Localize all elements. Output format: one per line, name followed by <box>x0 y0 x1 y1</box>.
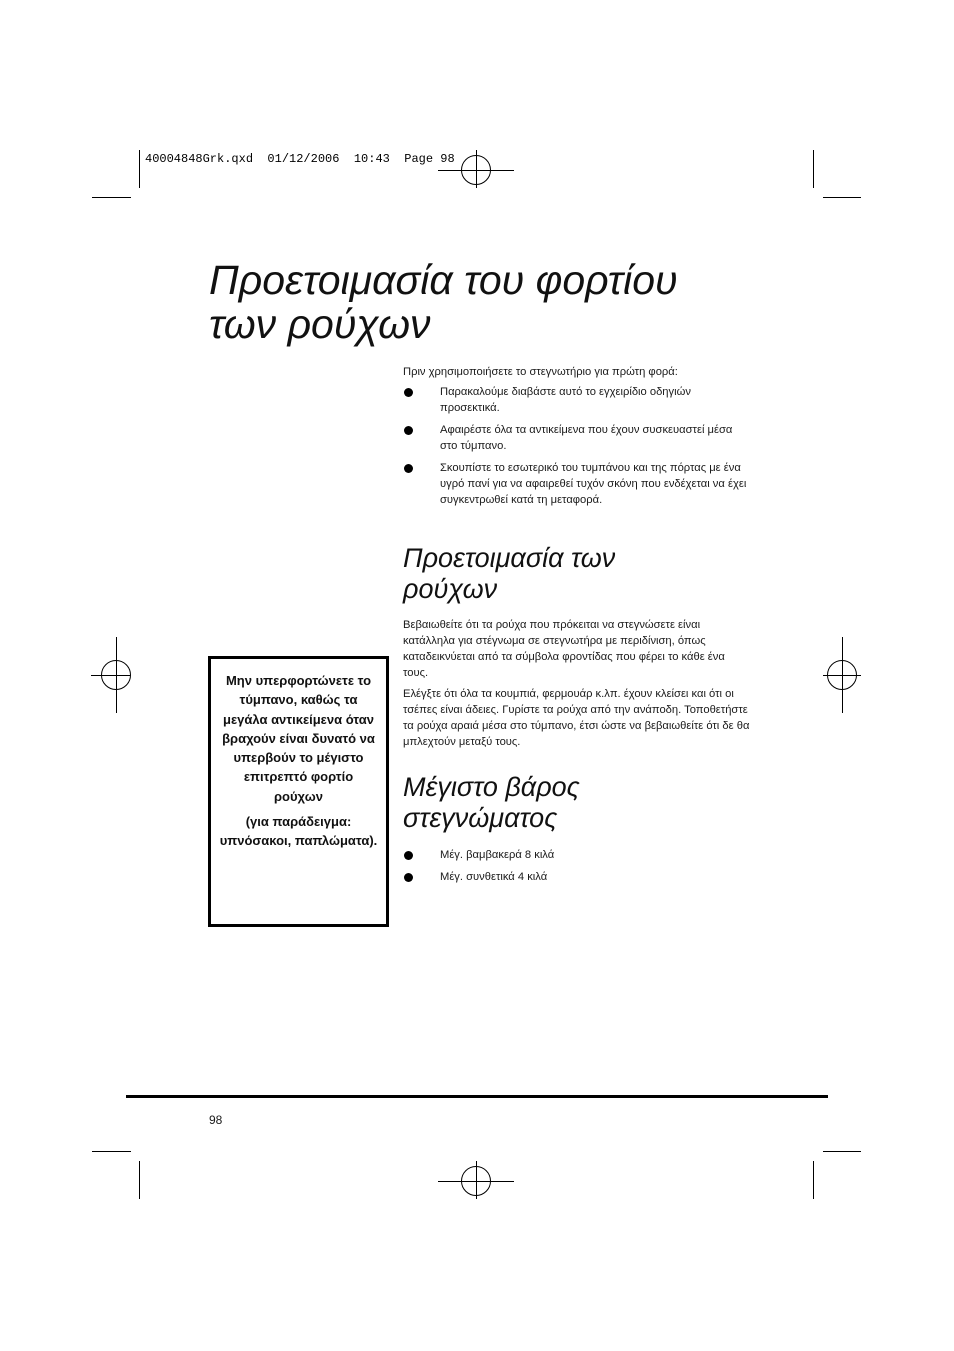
list-item-text: Μέγ. βαμβακερά 8 κιλά <box>440 849 555 861</box>
crop-mark <box>813 150 814 188</box>
crop-mark <box>92 1151 131 1152</box>
crop-mark <box>823 197 861 198</box>
warning-text: Μην υπερφορτώνετε το τύμπανο, καθώς τα μεγάλα αντικείμενα όταν βραχούν είναι δυνατό να υπερβούν το μέγιστο επιτρεπτό φορτίο ρούχων <box>222 673 375 804</box>
list-item <box>403 847 748 863</box>
bullet-icon <box>404 851 413 860</box>
prepare-paragraph-1: Βεβαιωθείτε ότι τα ρούχα που πρόκειται να στεγνώσετε είναι κατάλληλα για στέγνωμα σε στεγνωτήρα με περιδίνιση, όπως καταδεικνύεται από τα σύμβολα φροντίδας που φέρει το κάθε ένα τους. <box>403 619 725 679</box>
list-item-text: Παρακαλούμε διαβάστε αυτό το εγχειρίδιο οδηγιών προσεκτικά. <box>440 386 691 414</box>
bullet-icon <box>404 873 413 882</box>
section-heading-weight <box>403 772 580 834</box>
weight-bullet-list <box>403 847 748 891</box>
list-item <box>403 869 748 885</box>
bullet-icon <box>404 464 413 473</box>
footer-rule <box>126 1095 828 1098</box>
prepare-paragraph-2: Ελέγξτε ότι όλα τα κουμπιά, φερμουάρ κ.λπ. έχουν κλείσει και ότι οι τσέπες είναι άδειες. Γυρίστε τα ρούχα από την ανάποδη. Τοποθετήστε τα ρούχα αραιά μέσα στο τύμπανο, έτσι ώστε να βεβαιωθείτε ότι δε θα μπλεχτούν μεταξύ τους. <box>403 688 750 748</box>
crop-mark <box>139 150 140 188</box>
page-title-line: Προετοιμασία του φορτίου <box>209 257 678 303</box>
page-title <box>209 258 678 346</box>
heading-line: στεγνώματος <box>403 803 558 833</box>
bullet-icon <box>404 388 413 397</box>
section-heading-prepare <box>403 543 615 605</box>
list-item <box>403 422 748 454</box>
crop-mark <box>92 197 131 198</box>
list-item-text: Σκουπίστε το εσωτερικό του τυμπάνου και της πόρτας με ένα υγρό πανί για να αφαιρεθεί τυχόν σκόνη που ενδέχεται να έχει συγκεντρωθεί κατά τη μεταφορά. <box>440 462 747 506</box>
page-number: 98 <box>209 1113 223 1127</box>
warning-box <box>208 656 389 927</box>
crop-mark <box>813 1161 814 1199</box>
heading-line: Προετοιμασία των <box>403 543 616 573</box>
crop-mark <box>139 1161 140 1199</box>
bullet-icon <box>404 426 413 435</box>
heading-line: ρούχων <box>403 574 498 604</box>
file-slug: 40004848Grk.qxd 01/12/2006 10:43 Page 98 <box>145 152 455 166</box>
intro-bullet-list <box>403 384 748 514</box>
list-item-text: Αφαιρέστε όλα τα αντικείμενα που έχουν συσκευαστεί μέσα στο τύμπανο. <box>440 424 733 452</box>
list-item <box>403 460 748 508</box>
list-item <box>403 384 748 416</box>
list-item-text: Μέγ. συνθετικά 4 κιλά <box>440 871 548 883</box>
page-title-line: των ρούχων <box>209 301 431 347</box>
heading-line: Μέγιστο βάρος <box>403 772 580 802</box>
crop-mark <box>823 1151 861 1152</box>
intro-text: Πριν χρησιμοποιήσετε το στεγνωτήριο για πρώτη φορά: <box>403 366 678 378</box>
warning-example-text: (για παράδειγμα: υπνόσακοι, παπλώματα). <box>219 814 378 849</box>
